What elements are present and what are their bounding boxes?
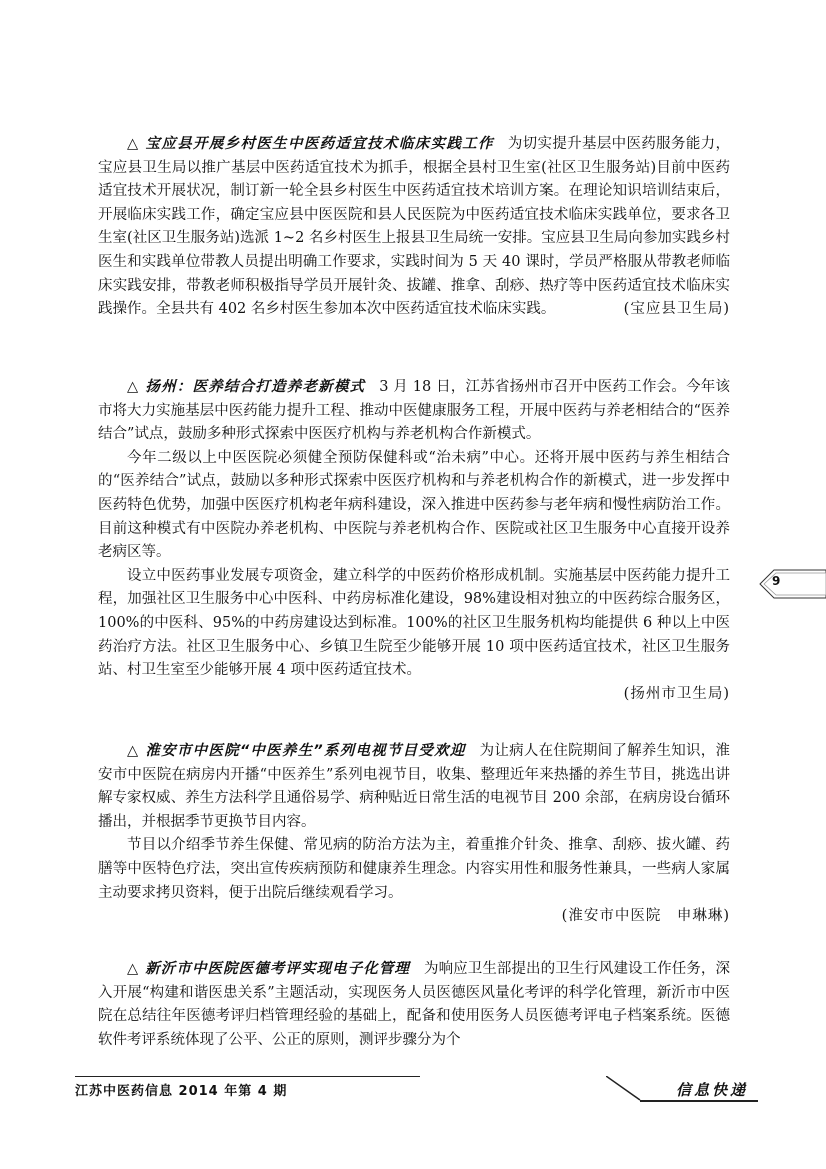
headline-text: 新沂市中医院医德考评实现电子化管理 — [145, 961, 411, 977]
section-banner — [640, 1078, 758, 1102]
journal-issue: 江苏中医药信息 2014 年第 4 期 — [75, 1084, 288, 1099]
article-headline — [127, 379, 365, 395]
paragraph-text: 3 月 18 日，江苏省扬州市召开中医药工作会。今年该市将大力实施基层中医药能力提升工程、推动中医健康服务工程，开展中医药与养老相结合的“医养结合”试点，鼓励多种形式探索中医医疗机构与养老机构合作新模式。 — [98, 379, 730, 443]
paragraph-text: 为响应卫生部提出的卫生行风建设工作任务，深入开展“构建和谐医患关系”主题活动，实现医务人员医德医风量化考评的科学化管理，新沂市中医院在总结往年医德考评归档管理经验的基础上，配备和使用医务人员医德考评电子档案系统。医德软件考评系统体现了公平、公正的原则，测评步骤分为个 — [98, 961, 731, 1048]
paragraph-text: 为让病人在住院期间了解养生知识，淮安市中医院在病房内开播“中医养生”系列电视节目，收集、整理近年来热播的养生节目，挑选出讲解专家权威、养生方法科学且通俗易学、病种贴近日常生活的电视节目 200 余部，在病房设台循环播出，并根据季节更换节目内容。 — [98, 743, 731, 830]
article-paragraph: 节目以介绍季节养生保健、常见病的防治方法为主，着重推介针灸、推拿、刮痧、拔火罐、药膳等中医特色疗法，突出宣传疾病预防和健康养生理念。内容实用性和服务性兼具，一些病人家属主动要求拷贝资料，便于出院后继续观看学习。 — [98, 837, 730, 901]
section-title: 信息快递 — [675, 1081, 748, 1099]
article-paragraph: 设立中医药事业发展专项资金，建立科学的中医药价格形成机制。实施基层中医药能力提升工程，加强社区卫生服务中心中医科、中药房标准化建设，98%建设相对独立的中医药综合服务区，100%的中医科、95%的中药房建设达到标准。100%的社区卫生服务机构均能提供 6 种以上中医药治疗方法。社区卫生服务中心、乡镇卫生院至少能够开展 10 项中医药适宜技术，社区卫生服务站、村卫生室至少能够开展 4 项中医药适宜技术。 — [98, 567, 730, 679]
article-source: (淮安市中医院 申琳琳) — [561, 908, 730, 925]
paragraph-text: 为切实提升基层中医药服务能力，宝应县卫生局以推广基层中医药适宜技术为抓手，根据全县村卫生室(社区卫生服务站)目前中医药适宜技术开展状况，制订新一轮全县乡村医生中医药适宜技术培训方案。在理论知识培训结束后，开展临床实践工作，确定宝应县中医医院和县人民医院为中医药适宜技术临床实践单位，要求各卫生室(社区卫生服务站)选派 1~2 名乡村医生上报县卫生局统一安排。宝应县卫生局向参加实践乡村医生和实践单位带教人员提出明确工作要求，实践时间为 5 天 40 课时，学员严格服从带教老师临床实践安排，带教老师积极指导学员开展针灸、拔罐、推拿、刮痧、热疗等中医药适宜技术临床实践操作。全县共有 402 名乡村医生参加本次中医药适宜技术临床实践。 — [98, 136, 731, 318]
headline-text: 扬州：医养结合打造养老新模式 — [145, 379, 366, 395]
headline-text: 淮安市中医院“中医养生”系列电视节目受欢迎 — [145, 743, 466, 759]
page-number: 9 — [772, 574, 781, 588]
article-paragraph — [98, 133, 730, 322]
triangle-icon: △ — [127, 379, 140, 395]
article-headline — [127, 136, 494, 152]
article-source: (扬州市卫生局) — [623, 685, 730, 702]
triangle-icon: △ — [127, 136, 140, 152]
article-paragraph — [98, 958, 730, 1052]
article-paragraph: 今年二级以上中医医院必须健全预防保健科或“治未病”中心。还将开展中医药与养生相结合的“医养结合”试点，鼓励以多种形式探索中医医疗机构和与养老机构合作的新模式，进一步发挥中医药特色优势，加强中医医疗机构老年病科建设，深入推进中医药参与老年病和慢性病防治工作。目前这种模式有中医院办养老机构、中医院与养老机构合作、医院或社区卫生服务中心直接开设养老病区等。 — [98, 449, 730, 561]
triangle-icon: △ — [127, 961, 140, 977]
triangle-icon: △ — [127, 743, 140, 759]
page-number-tab — [756, 566, 826, 602]
article-yangzhou — [98, 376, 730, 706]
article-paragraph — [98, 376, 730, 447]
footer-rule — [75, 1076, 420, 1077]
article-source: (宝应县卫生局) — [623, 301, 730, 318]
article-xinyi — [98, 958, 730, 1052]
article-headline — [127, 743, 466, 759]
article-paragraph — [98, 740, 730, 834]
article-huaian — [98, 740, 730, 929]
headline-text: 宝应县开展乡村医生中医药适宜技术临床实践工作 — [145, 136, 494, 152]
article-baoying — [98, 133, 730, 322]
article-headline — [127, 961, 410, 977]
